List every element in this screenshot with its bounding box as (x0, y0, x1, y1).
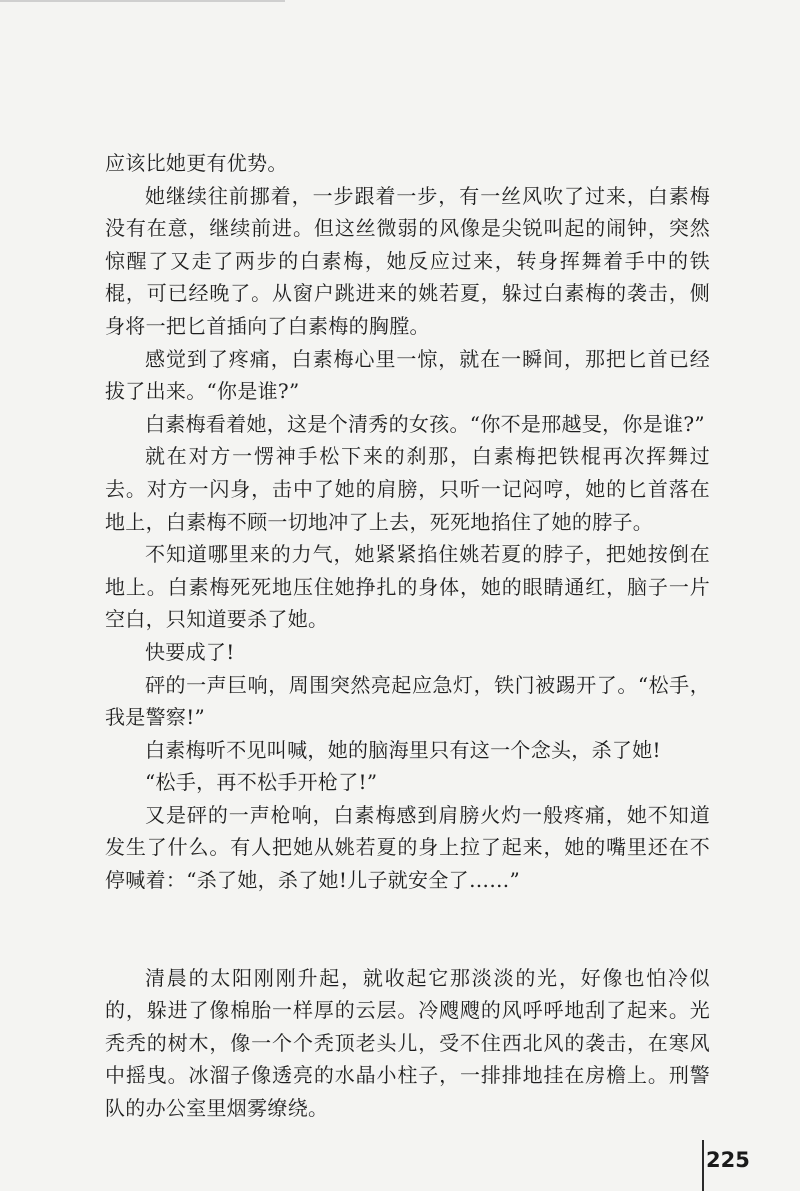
paragraph: 砰的一声巨响，周围突然亮起应急灯，铁门被踢开了。“松手，我是警察!” (105, 672, 710, 730)
paragraph: 又是砰的一声枪响，白素梅感到肩膀火灼一般疼痛，她不知道发生了什么。有人把她从姚若夏的身上拉了起来，她的嘴里还在不停喊着：“杀了她，杀了她!儿子就安全了……” (105, 802, 710, 893)
paragraph: 白素梅看着她，这是个清秀的女孩。“你不是邢越旻，你是谁?” (145, 411, 705, 436)
margin-rule (702, 1140, 704, 1191)
paragraph: 清晨的太阳刚刚升起，就收起它那淡淡的光，好像也怕冷似的，躲进了像棉胎一样厚的云层。冷飕飕的风呼呼地刮了起来。光秃秃的树木，像一个个秃顶老头儿，受不住西北风的袭击，在寒风中摇曳。冰溜子像透亮的水晶小柱子，一排排地挂在房檐上。刑警队的办公室里烟雾缭绕。 (105, 965, 710, 1121)
paragraph: 不知道哪里来的力气，她紧紧掐住姚若夏的脖子，把她按倒在地上。白素梅死死地压住她挣扎的身体，她的眼睛通红，脑子一片空白，只知道要杀了她。 (105, 542, 710, 632)
paragraph: “松手，再不松手开枪了!” (145, 770, 378, 795)
paragraph: 白素梅听不见叫喊，她的脑海里只有这一个念头，杀了她! (145, 737, 661, 762)
paragraph: 感觉到了疼痛，白素梅心里一惊，就在一瞬间，那把匕首已经拔了出来。“你是谁?” (105, 346, 710, 404)
section-break (105, 897, 710, 962)
top-rule (0, 0, 285, 2)
paragraph: 她继续往前挪着，一步跟着一步，有一丝风吹了过来，白素梅没有在意，继续前进。但这丝微弱的风像是尖锐叫起的闹钟，突然惊醒了又走了两步的白素梅，她反应过来，转身挥舞着手中的铁棍，可已经晚了。从窗户跳进来的姚若夏，躲过白素梅的袭击，侧身将一把匕首插向了白素梅的胸膛。 (105, 183, 710, 338)
paragraph: 应该比她更有优势。 (105, 151, 288, 175)
paragraph: 快要成了! (145, 639, 235, 664)
paragraph: 就在对方一愣神手松下来的刹那，白素梅把铁棍再次挥舞过去。对方一闪身，击中了她的肩膀，只听一记闷哼，她的匕首落在地上，白素梅不顾一切地冲了上去，死死地掐住了她的脖子。 (105, 444, 710, 534)
page-text (105, 147, 710, 1125)
page-number: 225 (706, 1148, 750, 1172)
